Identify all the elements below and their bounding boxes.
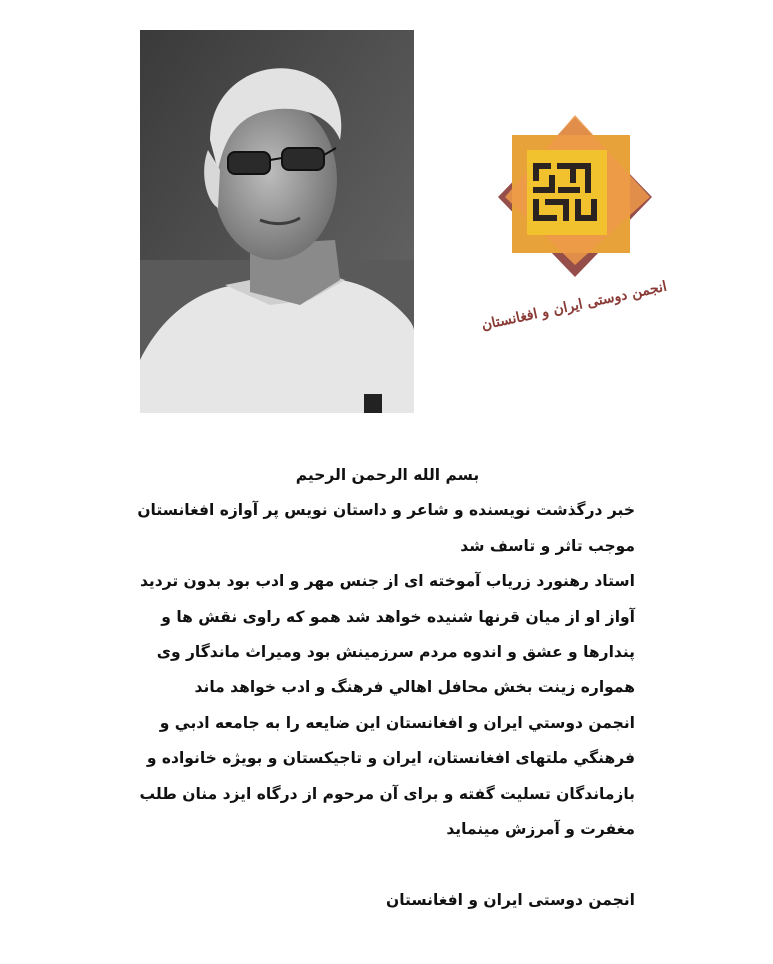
portrait-illustration <box>140 30 414 413</box>
signature: انجمن دوستی ایران و افغانستان <box>385 890 635 909</box>
association-logo <box>480 115 669 345</box>
announcement-body <box>137 458 635 918</box>
announcement-line: آواز او از میان قرنها شنیده خواهد شد همو که راوی نقش ها و <box>161 607 635 626</box>
spacer <box>140 847 635 882</box>
announcement-line: استاد رهنورد زریاب آموخته ای از جنس مهر و ادب بود بدون تردید <box>139 572 635 591</box>
announcement-line: موجب تاثر و تاسف شد <box>460 536 635 555</box>
announcement-line: خبر درگذشت نویسنده و شاعر و داستان نویس پر آوازه افغانستان <box>137 501 635 520</box>
basmala: بسم الله الرحمن الرحیم <box>295 466 480 484</box>
announcement-line: همواره زینت بخش محافل اهالي فرهنگ و ادب خواهد ماند <box>194 678 635 697</box>
announcement-line: مغفرت و آمرزش مینماید <box>446 819 635 838</box>
announcement-line: فرهنگي ملتهای افغانستان، ایران و تاجیکستان و بویژه خانواده و <box>146 749 635 768</box>
portrait-photo <box>140 30 414 413</box>
announcement-line: انجمن دوستي ایران و افغانستان این ضایعه را به جامعه ادبي و <box>159 713 635 732</box>
announcement-line: بازماندگان تسلیت گفته و برای آن مرحوم از درگاه ایزد منان طلب <box>139 784 635 803</box>
logo-emblem <box>480 115 669 345</box>
logo-wordmark: انجمن دوستی ایران و افغانستان <box>480 278 669 334</box>
announcement-line: پندارها و عشق و اندوه مردم سرزمینش بود ومیراث ماندگار وی <box>156 642 635 661</box>
